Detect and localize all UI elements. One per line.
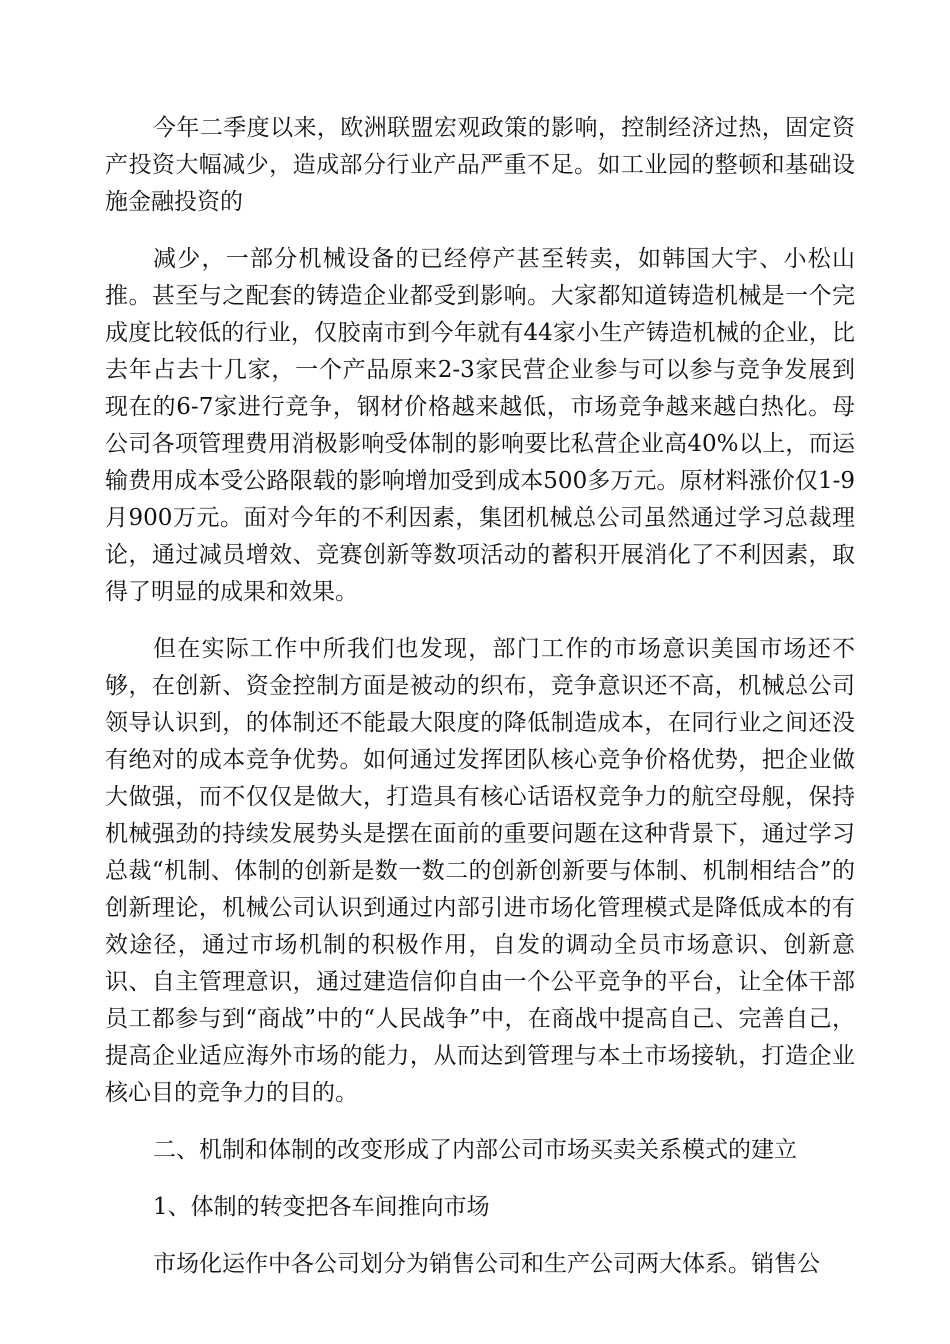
paragraph-1: 今年二季度以来，欧洲联盟宏观政策的影响，控制经济过热，固定资产投资大幅减少，造成部分行业产品严重不足。如工业园的整顿和基础设施金融投资的 [105,115,855,215]
paragraph-2: 减少，一部分机械设备的已经停产甚至转卖，如韩国大宇、小松山推。甚至与之配套的铸造企业都受到影响。大家都知道铸造机械是一个完成度比较低的行业，仅胶南市到今年就有44家小生产铸造机械的企业，比去年占去十几家，一个产品原来2-3家民营企业参与可以参与竞争发展到现在的6-7家进行竞争，钢材价格越来越低，市场竞争越来越白热化。母公司各项管理费用消极影响受体制的影响要比私营企业高40%以上，而运输费用成本受公路限载的影响增加受到成本500多万元。原材料涨价仅1-9月900万元。面对今年的不利因素，集团机械总公司虽然通过学习总裁理论，通过减员增效、竞赛创新等数项活动的蓄积开展消化了不利因素，取得了明显的成果和效果。 [105,246,855,605]
paragraph-3: 但在实际工作中所我们也发现，部门工作的市场意识美国市场还不够，在创新、资金控制方面是被动的织布，竞争意识还不高，机械总公司领导认识到，的体制还不能最大限度的降低制造成本，在同行业之间还没有绝对的成本竞争优势。如何通过发挥团队核心竞争价格优势，把企业做大做强，而不仅仅是做大，打造具有核心话语权竞争力的航空母舰，保持机械强劲的持续发展势头是摆在面前的重要问题在这种背景下，通过学习总裁“机制、体制的创新是数一数二的创新创新要与体制、机制相结合”的创新理论，机械公司认识到通过内部引进市场化管理模式是降低成本的有效途径，通过市场机制的积极作用，自发的调动全员市场意识、创新意识、自主管理意识，通过建造信仰自由一个公平竞争的平台，让全体干部员工都参与到“商战”中的“人民战争”中，在商战中提高自己、完善自己，提高企业适应海外市场的能力，从而达到管理与本土市场接轨，打造企业核心目的竞争力的目的。 [105,636,855,1106]
paragraph-4: 市场化运作中各公司划分为销售公司和生产公司两大体系。销售公 [153,1251,820,1277]
subsection-heading: 1、体制的转变把各车间推向市场 [153,1194,490,1220]
document-body [105,110,855,1303]
section-heading: 二、机制和体制的改变形成了内部公司市场买卖关系模式的建立 [153,1137,797,1163]
